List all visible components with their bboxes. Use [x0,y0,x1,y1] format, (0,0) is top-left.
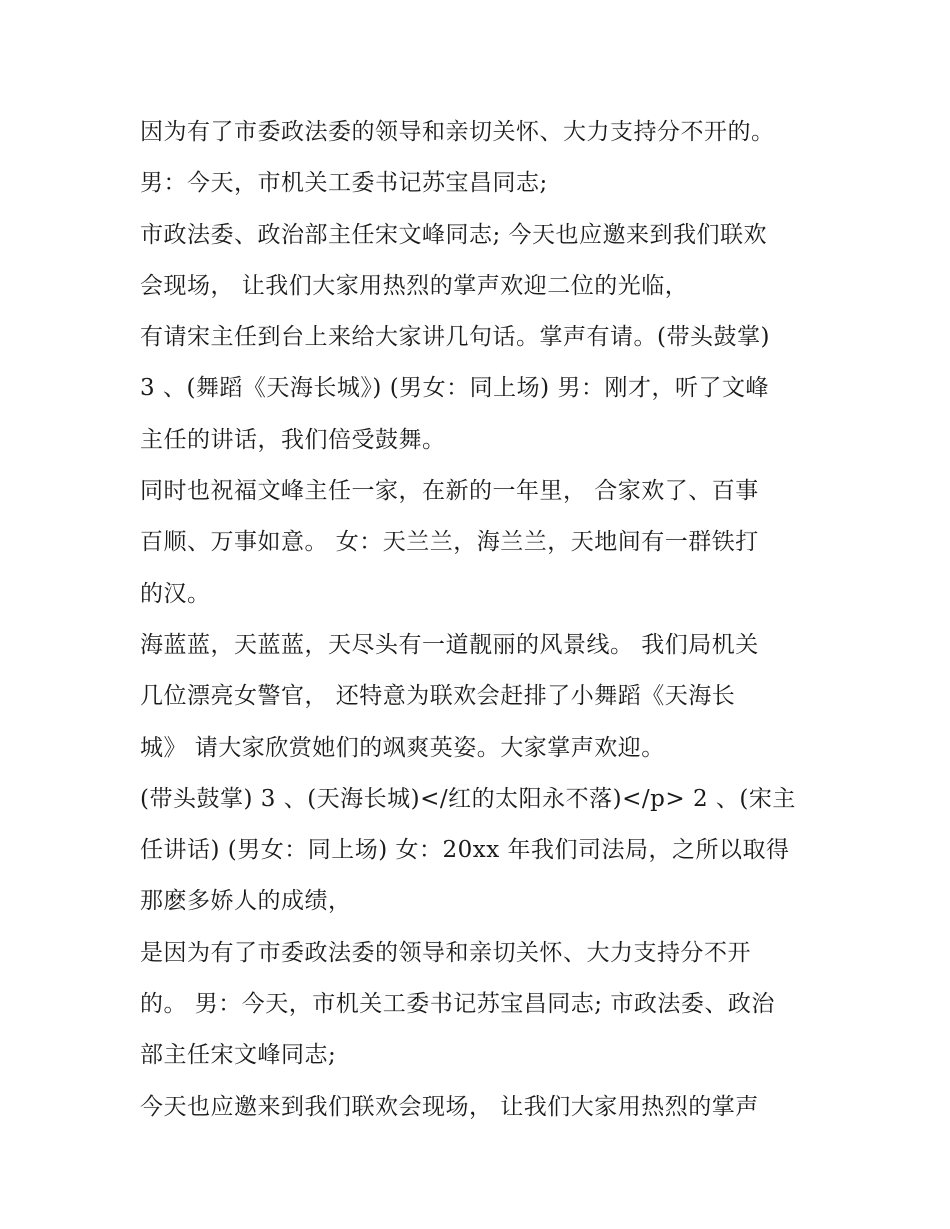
text-line: 3 、(舞蹈《天海长城》) (男女：同上场) 男：刚才，听了文峰 [140,375,769,402]
text-line: 的。 男：今天，市机关工委书记苏宝昌同志; 市政法委、政治 [140,991,775,1018]
text-line: 男：今天，市机关工委书记苏宝昌同志; [140,170,548,197]
text-line: 因为有了市委政法委的领导和亲切关怀、大力支持分不开的。 [140,119,775,145]
text-line: 那麽多娇人的成绩， [140,888,352,915]
text-line: 今天也应邀来到我们联欢会现场， 让我们大家用热烈的掌声 [140,1093,759,1120]
text-line: 的汉。 [140,580,211,607]
text-line: (带头鼓掌) 3 、(天海长城)</红的太阳永不落)</p> 2 、(宋主 [140,785,796,812]
text-line: 任讲话) (男女：同上场) 女：20xx 年我们司法局，之所以取得 [140,837,790,864]
text-line: 几位漂亮女警官， 还特意为联欢会赶排了小舞蹈《天海长 [140,683,736,710]
text-line: 百顺、万事如意。 女：天兰兰，海兰兰，天地间有一群铁打 [140,529,759,556]
text-line: 会现场， 让我们大家用热烈的掌声欢迎二位的光临， [140,272,689,299]
text-line: 海蓝蓝，天蓝蓝，天尽头有一道靓丽的风景线。 我们局机关 [140,631,759,658]
text-line: 城》 请大家欣赏她们的飒爽英姿。大家掌声欢迎。 [140,734,665,761]
document-body [140,107,820,1133]
text-line: 同时也祝福文峰主任一家，在新的一年里， 合家欢了、百事 [140,478,759,505]
text-line: 是因为有了市委政法委的领导和亲切关怀、大力支持分不开 [140,939,751,966]
text-line: 部主任宋文峰同志; [140,1042,337,1069]
text-line: 主任的讲话，我们倍受鼓舞。 [140,426,446,453]
text-line: 有请宋主任到台上来给大家讲几句话。掌声有请。(带头鼓掌) [140,324,770,351]
text-line: 市政法委、政治部主任宋文峰同志; 今天也应邀来到我们联欢 [140,221,768,248]
